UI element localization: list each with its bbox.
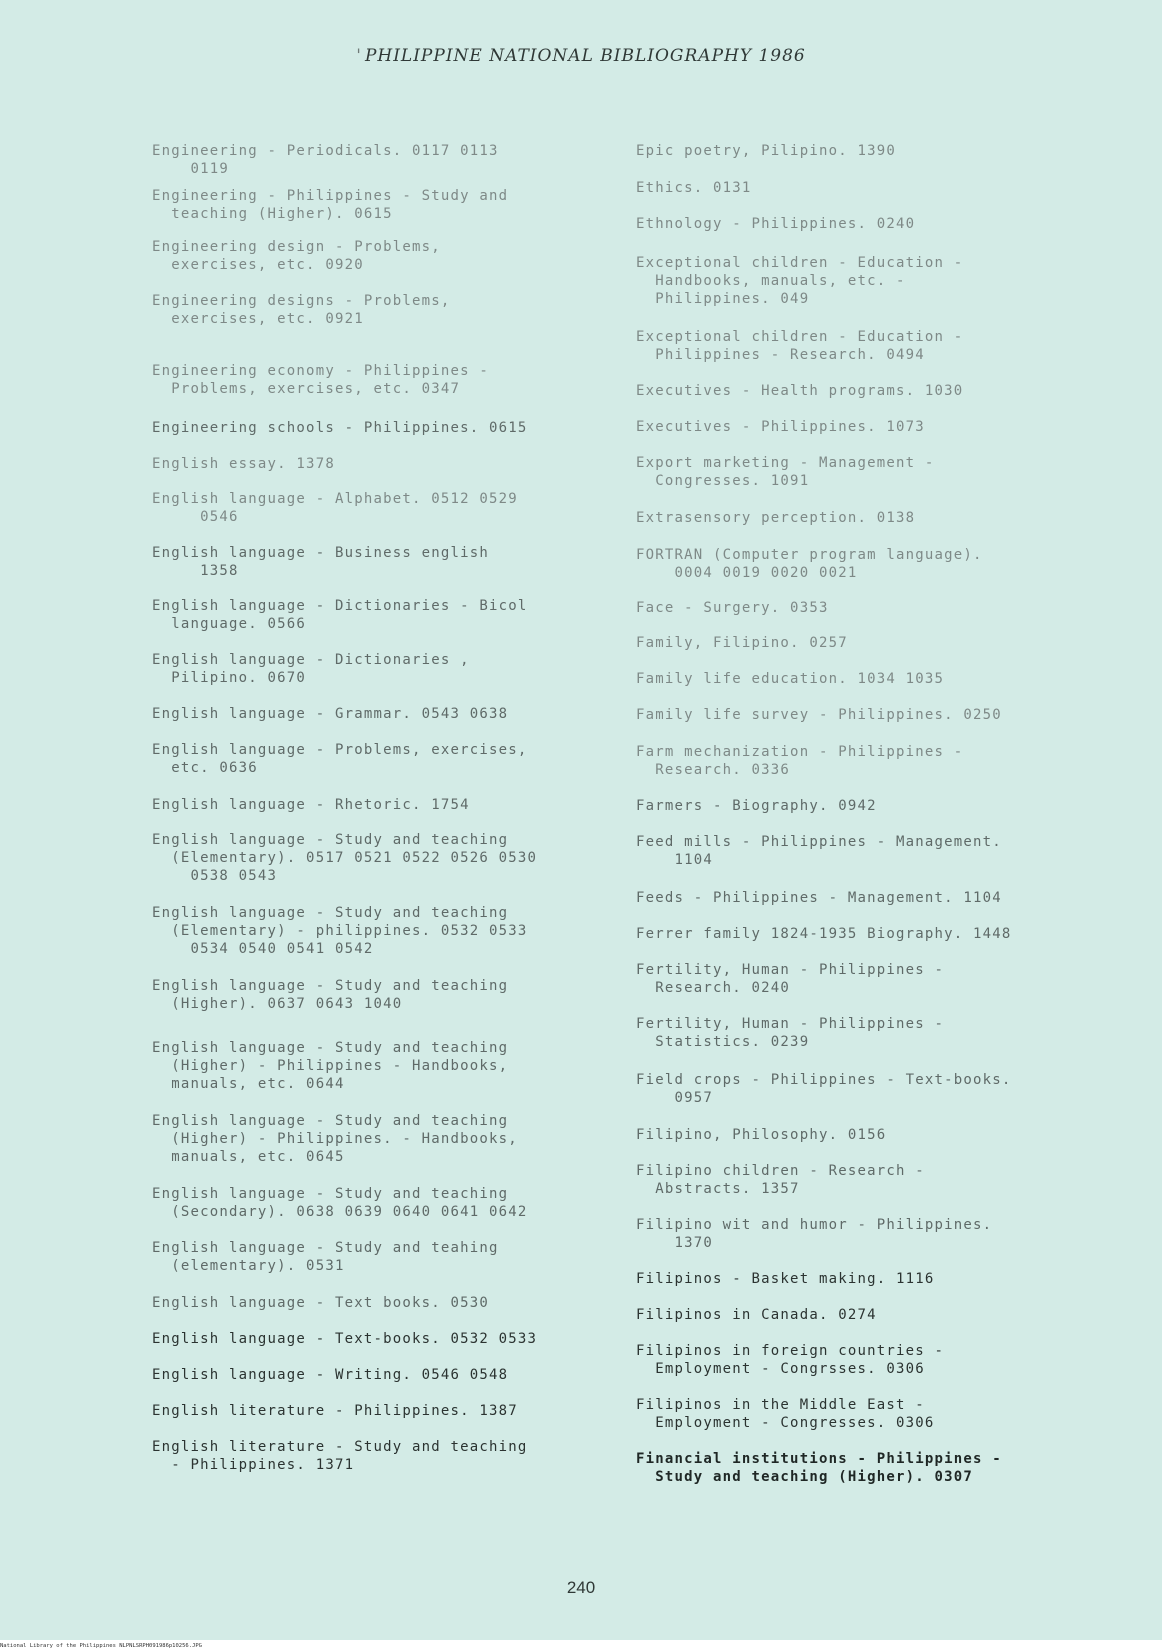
index-entry: Engineering schools - Philippines. 0615: [152, 420, 528, 436]
index-entry: Exceptional children - Education - Handbooks, manuals, etc. - Philippines. 049: [636, 255, 964, 307]
index-entry: Export marketing - Management - Congresses. 1091: [636, 455, 935, 489]
index-entry: Fertility, Human - Philippines - Statistics. 0239: [636, 1016, 945, 1050]
index-entry: Ferrer family 1824-1935 Biography. 1448: [636, 926, 1012, 942]
index-entry: Feed mills - Philippines - Management. 1104: [636, 834, 1002, 868]
index-entry: English language - Problems, exercises, etc. 0636: [152, 742, 528, 776]
index-entry: Farm mechanization - Philippines - Research. 0336: [636, 744, 964, 778]
index-entry: Filipinos in foreign countries - Employment - Congrsses. 0306: [636, 1343, 945, 1377]
index-entry: English language - Study and teaching (Higher) - Philippines. - Handbooks, manuals, etc. 0645: [152, 1113, 518, 1165]
index-entry: English language - Rhetoric. 1754: [152, 797, 470, 813]
index-entry: Filipinos in the Middle East - Employment - Congresses. 0306: [636, 1397, 935, 1431]
page-header: [0, 46, 1162, 66]
index-entry: Family, Filipino. 0257: [636, 635, 848, 651]
index-entry: English language - Writing. 0546 0548: [152, 1367, 509, 1383]
index-entry: Engineering design - Problems, exercises, etc. 0920: [152, 239, 441, 273]
index-entry: English language - Dictionaries - Bicol language. 0566: [152, 598, 528, 632]
index-entry: Filipino, Philosophy. 0156: [636, 1127, 887, 1143]
index-entry: English language - Dictionaries , Pilipino. 0670: [152, 652, 470, 686]
index-entry: English language - Study and teaching (Higher). 0637 0643 1040: [152, 978, 509, 1012]
index-entry: English literature - Philippines. 1387: [152, 1403, 518, 1419]
index-entry: English language - Grammar. 0543 0638: [152, 706, 509, 722]
index-entry: Executives - Health programs. 1030: [636, 383, 964, 399]
header-mark: ': [356, 46, 362, 66]
page-title: PHILIPPINE NATIONAL BIBLIOGRAPHY 1986: [364, 46, 806, 66]
index-entry: Ethnology - Philippines. 0240: [636, 216, 916, 232]
index-entry: Engineering economy - Philippines - Problems, exercises, etc. 0347: [152, 363, 490, 397]
index-entry: Engineering - Periodicals. 0117 0113 0119: [152, 143, 499, 177]
index-entry: Family life survey - Philippines. 0250: [636, 707, 1002, 723]
index-entry: Face - Surgery. 0353: [636, 600, 829, 616]
index-entry: Executives - Philippines. 1073: [636, 419, 925, 435]
index-entry: English language - Study and teaching (Higher) - Philippines - Handbooks, manuals, etc. 0644: [152, 1040, 509, 1092]
index-entry: Financial institutions - Philippines - Study and teaching (Higher). 0307: [636, 1451, 1002, 1485]
index-entry: Engineering - Philippines - Study and teaching (Higher). 0615: [152, 188, 509, 222]
index-entry: Exceptional children - Education - Philippines - Research. 0494: [636, 329, 964, 363]
index-entry: English language - Alphabet. 0512 0529 0546: [152, 491, 518, 525]
index-entry: English language - Study and teaching (Secondary). 0638 0639 0640 0641 0642: [152, 1186, 528, 1220]
index-entry: Filipinos in Canada. 0274: [636, 1307, 877, 1323]
index-entry: Family life education. 1034 1035: [636, 671, 945, 687]
index-entry: Filipino wit and humor - Philippines. 1370: [636, 1217, 993, 1251]
index-entry: English language - Study and teaching (Elementary) - philippines. 0532 0533 0534 0540 0541 0542: [152, 905, 528, 957]
index-entry: Ethics. 0131: [636, 180, 752, 196]
index-entry: English language - Text-books. 0532 0533: [152, 1331, 538, 1347]
index-entry: English language - Business english 1358: [152, 545, 490, 579]
index-entry: FORTRAN (Computer program language). 0004 0019 0020 0021: [636, 547, 983, 581]
index-entry: English literature - Study and teaching - Philippines. 1371: [152, 1439, 528, 1473]
index-entry: English language - Study and teahing (elementary). 0531: [152, 1240, 499, 1274]
index-entry: Filipino children - Research - Abstracts. 1357: [636, 1163, 925, 1197]
index-entry: English language - Text books. 0530: [152, 1295, 490, 1311]
footer-strip: [0, 1640, 1162, 1650]
page-number: 240: [566, 1578, 596, 1597]
index-entry: Field crops - Philippines - Text-books. 0957: [636, 1072, 1012, 1106]
index-entry: English essay. 1378: [152, 456, 335, 472]
footer-credit: National Library of the Philippines NLPNLSRPH091986p10256.JPG: [0, 1643, 202, 1649]
index-entry: Feeds - Philippines - Management. 1104: [636, 890, 1002, 906]
index-entry: Filipinos - Basket making. 1116: [636, 1271, 935, 1287]
index-entry: Extrasensory perception. 0138: [636, 510, 916, 526]
index-entry: English language - Study and teaching (Elementary). 0517 0521 0522 0526 0530 0538 0543: [152, 832, 538, 884]
index-entry: Engineering designs - Problems, exercises, etc. 0921: [152, 293, 451, 327]
index-entry: Fertility, Human - Philippines - Research. 0240: [636, 962, 945, 996]
index-entry: Farmers - Biography. 0942: [636, 798, 877, 814]
index-entry: Epic poetry, Pilipino. 1390: [636, 143, 896, 159]
